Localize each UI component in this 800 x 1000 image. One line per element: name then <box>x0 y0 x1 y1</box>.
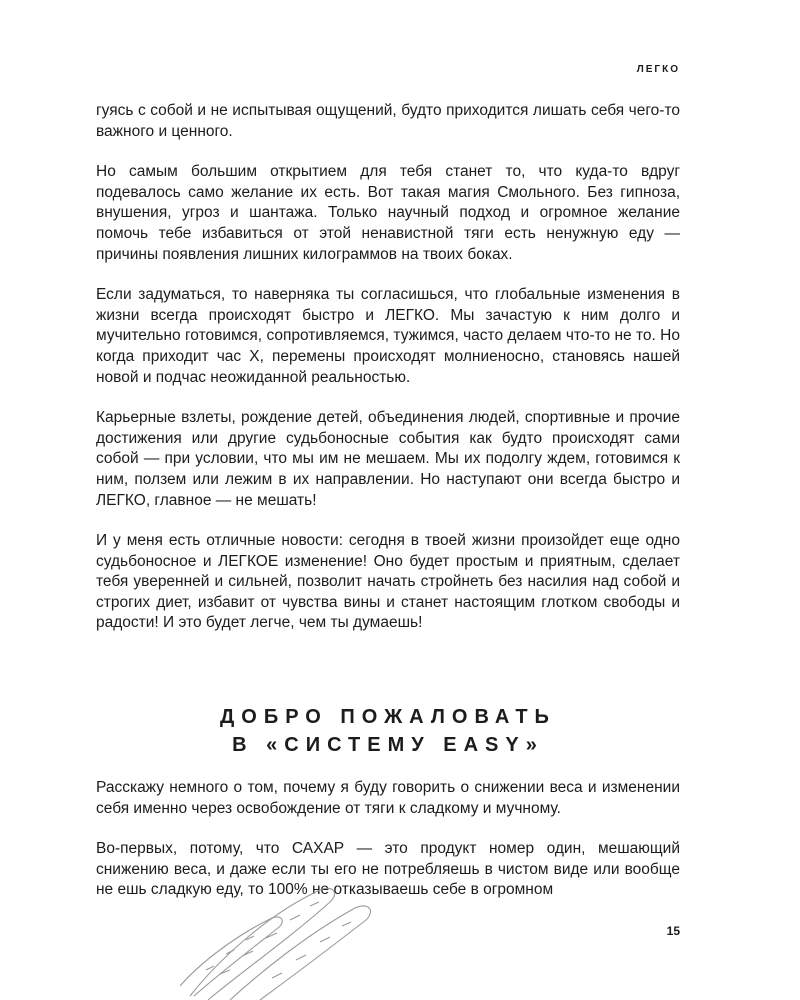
page-number: 15 <box>666 924 680 938</box>
paragraph: гуясь с собой и не испытывая ощущений, будто приходится лишать себя чего-то важного и ценного. <box>96 102 680 140</box>
baguette-illustration-icon <box>180 878 390 1000</box>
paragraph: Но самым большим открытием для тебя станет то, что куда-то вдруг подевалось само желание их есть. Вот такая магия Смольного. Без гипноза, внушения, угроз и шантажа. Только научный подход и огромное желание помочь тебе избавиться от этой ненавистной тяги есть ненужную еду — причины появления лишних килограммов на твоих боках. <box>96 163 680 263</box>
heading-line-2: В «СИСТЕМУ EASY» <box>232 734 544 756</box>
paragraph: И у меня есть отличные новости: сегодня в твоей жизни произойдет еще одно судьбоносное и ЛЕГКОЕ изменение! Оно будет простым и приятным, сделает тебя уверенней и сильней, позволит начать стройнеть без насилия над собой и строгих диет, избавит от чувства вины и станет настоящим глотком свободы и радости! И это будет легче, чем ты думаешь! <box>96 532 680 632</box>
running-head: ЛЕГКО <box>636 64 680 75</box>
paragraph: Расскажу немного о том, почему я буду говорить о снижении веса и изменении себя именно через освобождение от тяги к сладкому и мучному. <box>96 779 680 817</box>
paragraph: Во-первых, потому, что САХАР — это продукт номер один, мешающий снижению веса, и даже если ты его не потребляешь в чистом виде или вообще не ешь сладкую еду, то 100% не отказываешь себе в огромном <box>96 840 680 899</box>
paragraph: Карьерные взлеты, рождение детей, объединения людей, спортивные и прочие достижения или другие судьбоносные события как будто происходят сами собой — при условии, что мы им не мешаем. Мы их подолгу ждем, готовимся к ним, ползем или лежим в их направлении. Но наступают они всегда быстро и ЛЕГКО, главное — не мешать! <box>96 409 680 509</box>
paragraph: Если задуматься, то наверняка ты согласишься, что глобальные изменения в жизни всегда происходят быстро и ЛЕГКО. Мы зачастую к ним долго и мучительно готовимся, сопротивляемся, тужимся, часто делаем что-то не то. Но когда приходит час Х, перемены происходят молниеносно, становясь нашей новой и подчас неожиданной реальностью. <box>96 286 680 386</box>
body-text-top <box>96 101 680 654</box>
heading-line-1: ДОБРО ПОЖАЛОВАТЬ <box>220 706 556 728</box>
section-heading <box>96 703 680 759</box>
